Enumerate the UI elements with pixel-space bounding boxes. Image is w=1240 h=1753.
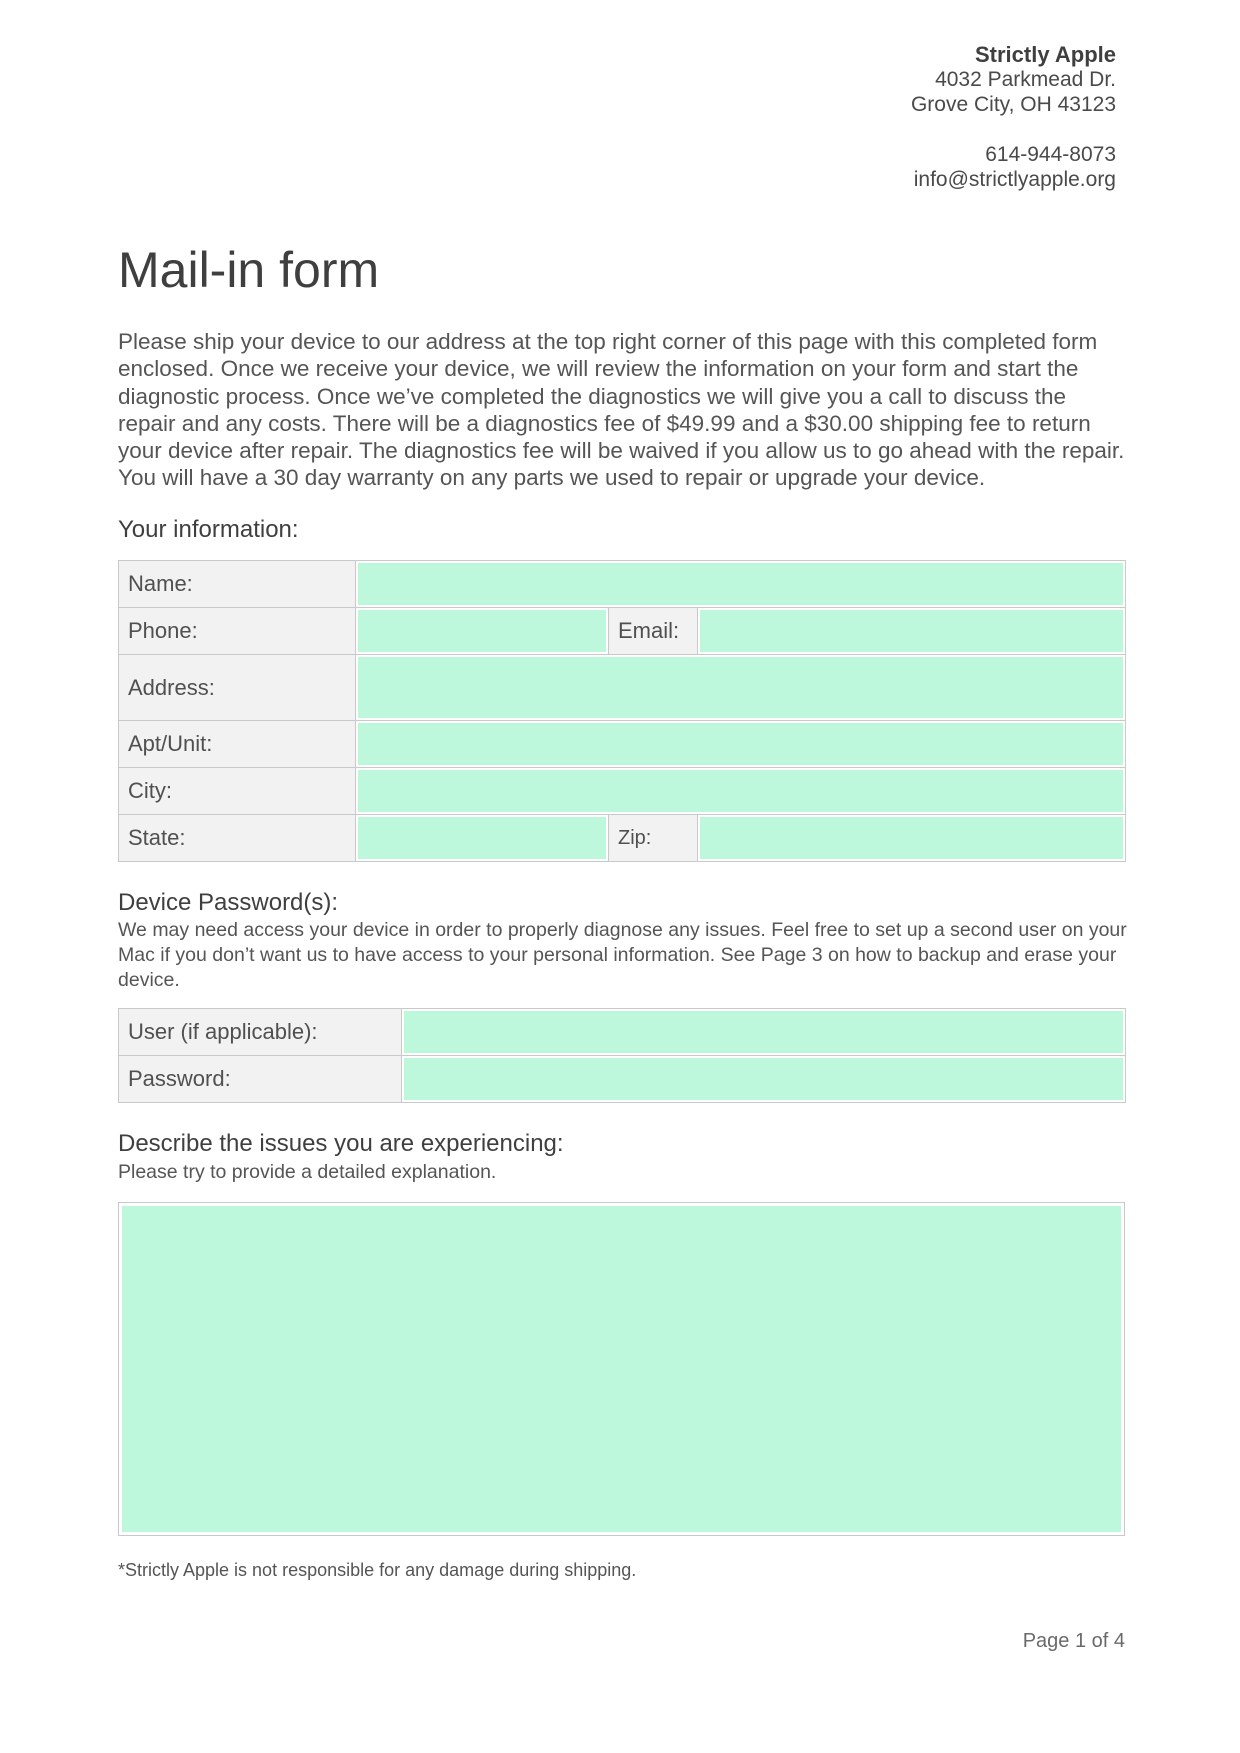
- apt-unit-field[interactable]: [356, 733, 1125, 756]
- email-field[interactable]: [698, 620, 1125, 643]
- company-phone: 614-944-8073: [985, 143, 1116, 166]
- user-label: User (if applicable):: [119, 1009, 402, 1056]
- password-label: Password:: [119, 1056, 402, 1103]
- city-label: City:: [119, 768, 356, 815]
- name-field-cell: [356, 561, 1126, 608]
- phone-field-cell: [356, 608, 609, 655]
- state-label: State:: [119, 815, 356, 862]
- company-street: 4032 Parkmead Dr.: [935, 68, 1116, 91]
- your-information-heading: Your information:: [118, 516, 299, 543]
- email-label: Email:: [609, 608, 698, 655]
- zip-field-cell: [698, 815, 1126, 862]
- address-field-cell: [356, 655, 1126, 721]
- city-field-cell: [356, 768, 1126, 815]
- phone-field[interactable]: [356, 620, 608, 643]
- apt-unit-label: Apt/Unit:: [119, 721, 356, 768]
- name-label: Name:: [119, 561, 356, 608]
- company-address-block: [911, 42, 1116, 192]
- password-field[interactable]: [402, 1068, 1125, 1091]
- device-password-table: [118, 1008, 1126, 1103]
- address-field[interactable]: [356, 676, 1125, 699]
- company-email: info@strictlyapple.org: [913, 168, 1116, 191]
- user-field-cell: [402, 1009, 1126, 1056]
- device-password-note: We may need access your device in order to properly diagnose any issues. Feel free to set up a second user on your Mac if you don’t want us to have access to your personal information. See Page 3 on how to backup and erase your device.: [118, 919, 1127, 991]
- zip-field[interactable]: [698, 827, 1125, 850]
- page-title: Mail-in form: [118, 242, 380, 298]
- page-number: Page 1 of 4: [1022, 1630, 1125, 1652]
- city-field[interactable]: [356, 780, 1125, 803]
- company-city-line: Grove City, OH 43123: [910, 93, 1116, 116]
- address-label: Address:: [119, 655, 356, 721]
- device-password-heading: Device Password(s):: [118, 889, 339, 916]
- apt-unit-field-cell: [356, 721, 1126, 768]
- phone-label: Phone:: [119, 608, 356, 655]
- issues-heading: Describe the issues you are experiencing:: [118, 1130, 564, 1157]
- state-field[interactable]: [356, 827, 608, 850]
- your-information-table: [118, 560, 1126, 862]
- issues-note: Please try to provide a detailed explanation.: [118, 1161, 497, 1183]
- issues-textarea[interactable]: [122, 1206, 1121, 1532]
- email-field-cell: [698, 608, 1126, 655]
- password-field-cell: [402, 1056, 1126, 1103]
- name-field[interactable]: [356, 573, 1125, 596]
- intro-paragraph: Please ship your device to our address at the top right corner of this page with this completed form enclosed. Once we receive your device, we will review the information on your form and start the diagnostic process. Once we’ve completed the diagnostics we will give you a call to discuss the repair and any costs. There will be a diagnostics fee of $49.99 and a $30.00 shipping fee to return your device after repair. The diagnostics fee will be waived if you allow us to go ahead with the repair. You will have a 30 day warranty on any parts we used to repair or upgrade your device.: [118, 329, 1125, 491]
- shipping-disclaimer: *Strictly Apple is not responsible for any damage during shipping.: [118, 1560, 637, 1580]
- user-field[interactable]: [402, 1021, 1125, 1044]
- zip-label: Zip:: [609, 815, 698, 862]
- company-name: Strictly Apple: [975, 42, 1116, 67]
- issues-box: [118, 1202, 1125, 1536]
- state-field-cell: [356, 815, 609, 862]
